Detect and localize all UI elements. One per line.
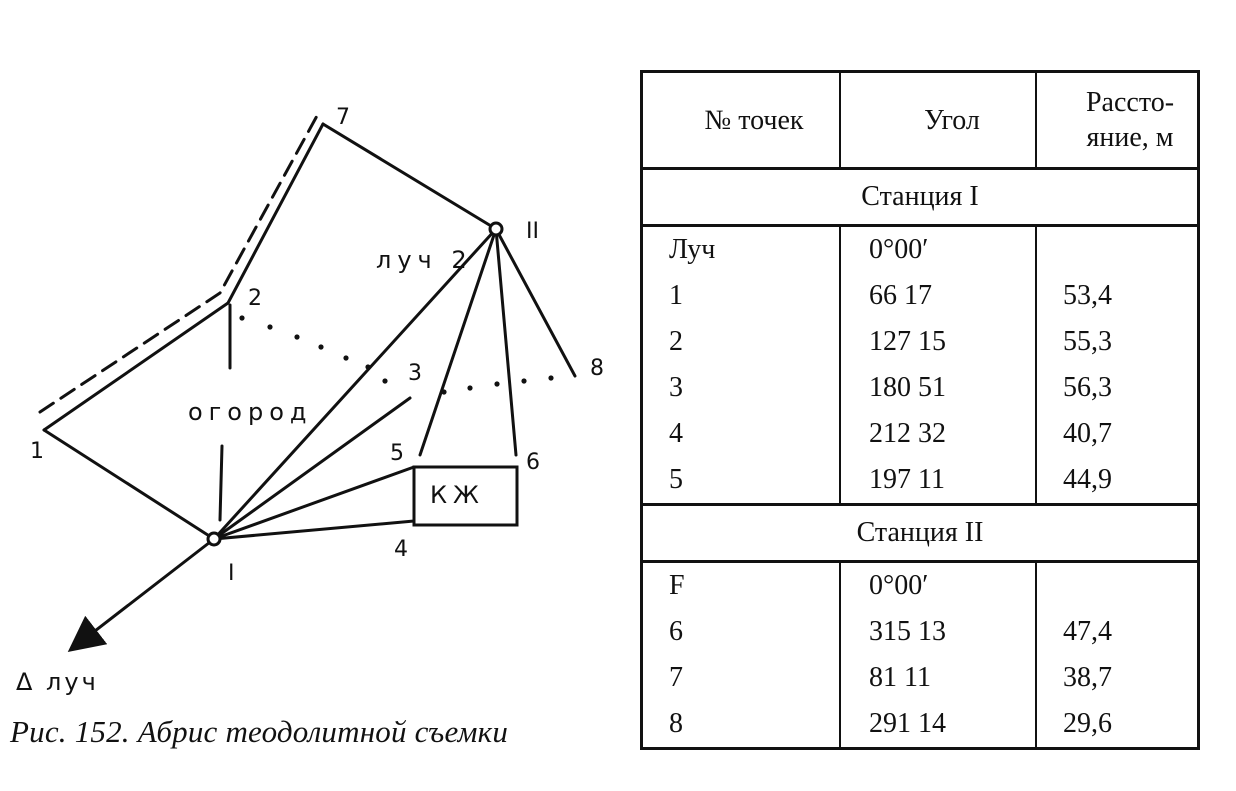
point-label-8: 8 (590, 356, 604, 381)
cell-point: 7 (642, 655, 841, 701)
cell-distance: 53,4 (1036, 273, 1199, 319)
ray-stationI-5 (214, 467, 414, 539)
line-7-stationII (323, 124, 496, 229)
cell-point: 2 (642, 319, 841, 365)
point-label-4: 4 (394, 537, 408, 562)
station-label-I: I (228, 561, 235, 586)
cell-angle: 127 15 (840, 319, 1036, 365)
station-title: Станция I (642, 169, 1199, 226)
cell-point: 5 (642, 457, 841, 505)
ray-main-arrow (82, 539, 214, 641)
table-row (642, 273, 1199, 319)
station-row (642, 169, 1199, 226)
ray-2-label: луч 2 (376, 246, 473, 274)
station-label-II: II (526, 219, 539, 244)
cell-angle: 180 51 (840, 365, 1036, 411)
header-points: № точек (642, 72, 841, 169)
point-label-5: 5 (390, 441, 404, 466)
figure-caption: Рис. 152. Абрис теодолитной съемки (10, 714, 509, 749)
point-label-7: 7 (336, 105, 350, 130)
table-row (642, 562, 1199, 610)
table-row (642, 411, 1199, 457)
cell-distance: 56,3 (1036, 365, 1199, 411)
cell-distance: 44,9 (1036, 457, 1199, 505)
building-label: КЖ (430, 481, 485, 509)
cell-angle: 66 17 (840, 273, 1036, 319)
table-row (642, 701, 1199, 749)
cell-point: 8 (642, 701, 841, 749)
table-row (642, 319, 1199, 365)
cell-distance: 38,7 (1036, 655, 1199, 701)
cell-distance: 29,6 (1036, 701, 1199, 749)
cell-point: Луч (642, 226, 841, 274)
cell-angle: 0°00′ (840, 226, 1036, 274)
cell-point: F (642, 562, 841, 610)
table-header-row (642, 72, 1199, 169)
survey-table (640, 70, 1200, 750)
garden-label: огород (188, 398, 313, 426)
header-distance (1036, 72, 1199, 169)
table-row (642, 457, 1199, 505)
cell-distance (1036, 226, 1199, 274)
station-I-marker (208, 533, 220, 545)
table-row (642, 609, 1199, 655)
station-II-marker (490, 223, 502, 235)
cell-distance: 47,4 (1036, 609, 1199, 655)
cell-distance (1036, 562, 1199, 610)
table-row (642, 226, 1199, 274)
cell-distance: 55,3 (1036, 319, 1199, 365)
line-1-stationI (44, 430, 214, 539)
cell-point: 3 (642, 365, 841, 411)
garden-line-lower (220, 446, 222, 520)
cell-angle: 81 11 (840, 655, 1036, 701)
cell-distance: 40,7 (1036, 411, 1199, 457)
station-row (642, 505, 1199, 562)
cell-point: 4 (642, 411, 841, 457)
table-row (642, 365, 1199, 411)
cell-angle: 197 11 (840, 457, 1036, 505)
cell-point: 1 (642, 273, 841, 319)
ray-stationI-4 (214, 521, 414, 539)
cell-angle: 315 13 (840, 609, 1036, 655)
point-label-3: 3 (408, 361, 422, 386)
cell-angle: 0°00′ (840, 562, 1036, 610)
header-distance-line2: яние, м (1086, 122, 1174, 153)
point-label-1: 1 (30, 439, 44, 464)
main-ray-label: Δ луч (16, 668, 99, 696)
header-angle: Угол (840, 72, 1036, 169)
point-label-2: 2 (248, 286, 262, 311)
point-label-6: 6 (526, 450, 540, 475)
cell-point: 6 (642, 609, 841, 655)
station-title: Станция II (642, 505, 1199, 562)
cell-angle: 291 14 (840, 701, 1036, 749)
fence-dashed (40, 114, 318, 412)
table-row (642, 655, 1199, 701)
line-2-7 (228, 124, 323, 303)
cell-angle: 212 32 (840, 411, 1036, 457)
header-distance-line1: Рассто- (1085, 87, 1175, 118)
